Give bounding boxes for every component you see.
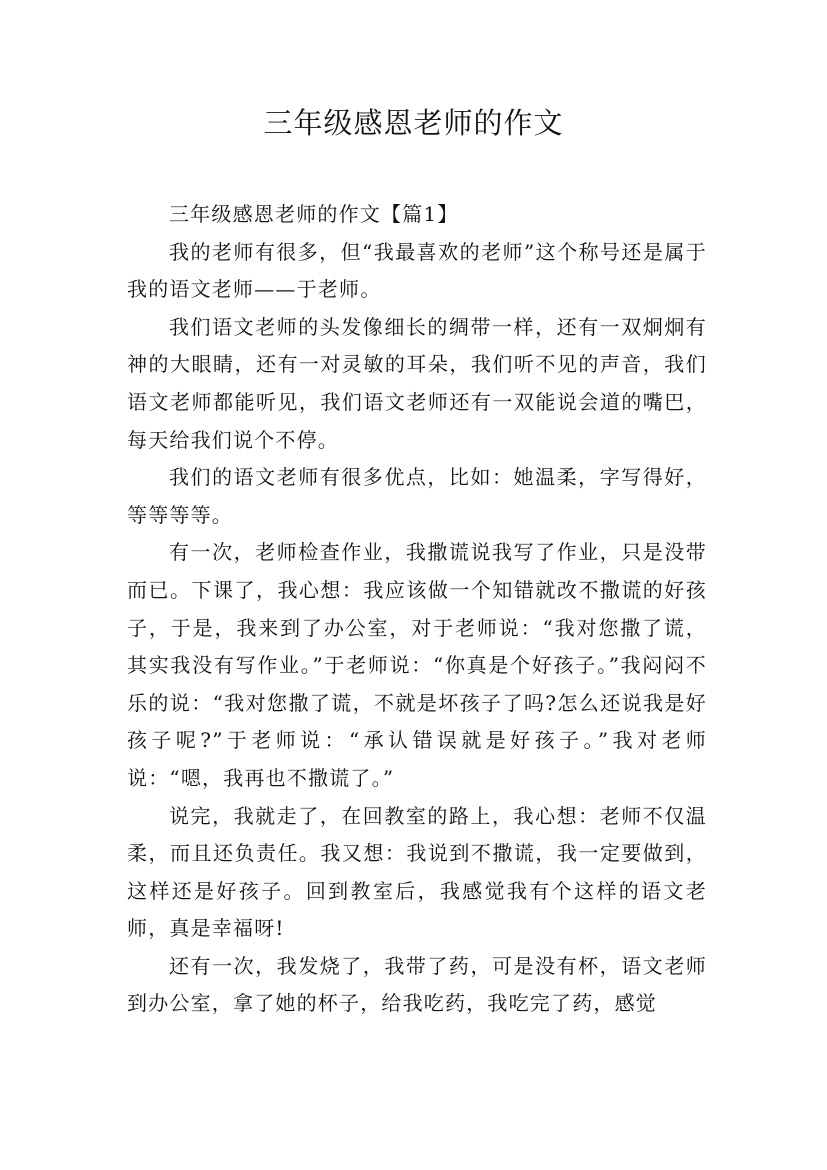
document-body bbox=[127, 196, 707, 1023]
document-title: 三年级感恩老师的作文 bbox=[263, 106, 564, 140]
paragraph: 我们语文老师的头发像细长的绸带一样，还有一双炯炯有神的大眼睛，还有一对灵敏的耳朵，我们听不见的声音，我们语文老师都能听见，我们语文老师还有一双能说会道的嘴巴，每天给我们说个不停。 bbox=[127, 314, 707, 452]
paragraph: 我们的语文老师有很多优点，比如：她温柔，字写得好，等等等等。 bbox=[127, 465, 707, 527]
paragraph: 说完，我就走了，在回教室的路上，我心想：老师不仅温柔，而且还负责任。我又想：我说到不撒谎，我一定要做到，这样还是好孩子。回到教室后，我感觉我有个这样的语文老师，真是幸福呀! bbox=[127, 803, 707, 941]
paragraph: 我的老师有很多，但“我最喜欢的老师”这个称号还是属于我的语文老师——于老师。 bbox=[127, 239, 707, 302]
paragraph: 有一次，老师检查作业，我撒谎说我写了作业，只是没带而已。下课了，我心想：我应该做一个知错就改不撒谎的好孩子，于是，我来到了办公室，对于老师说：“我对您撒了谎，其实我没有写作业。”于老师说：“你真是个好孩子。”我闷闷不乐的说：“我对您撒了谎，不就是坏孩子了吗?怎么还说我是好孩子呢?”于老师说：“承认错误就是好孩子。”我对老师说：“嗯，我再也不撒谎了。” bbox=[127, 540, 707, 790]
paragraph: 还有一次，我发烧了，我带了药，可是没有杯，语文老师到办公室，拿了她的杯子，给我吃药，我吃完了药，感觉 bbox=[127, 953, 707, 1016]
section-heading: 三年级感恩老师的作文【篇1】 bbox=[169, 202, 459, 226]
